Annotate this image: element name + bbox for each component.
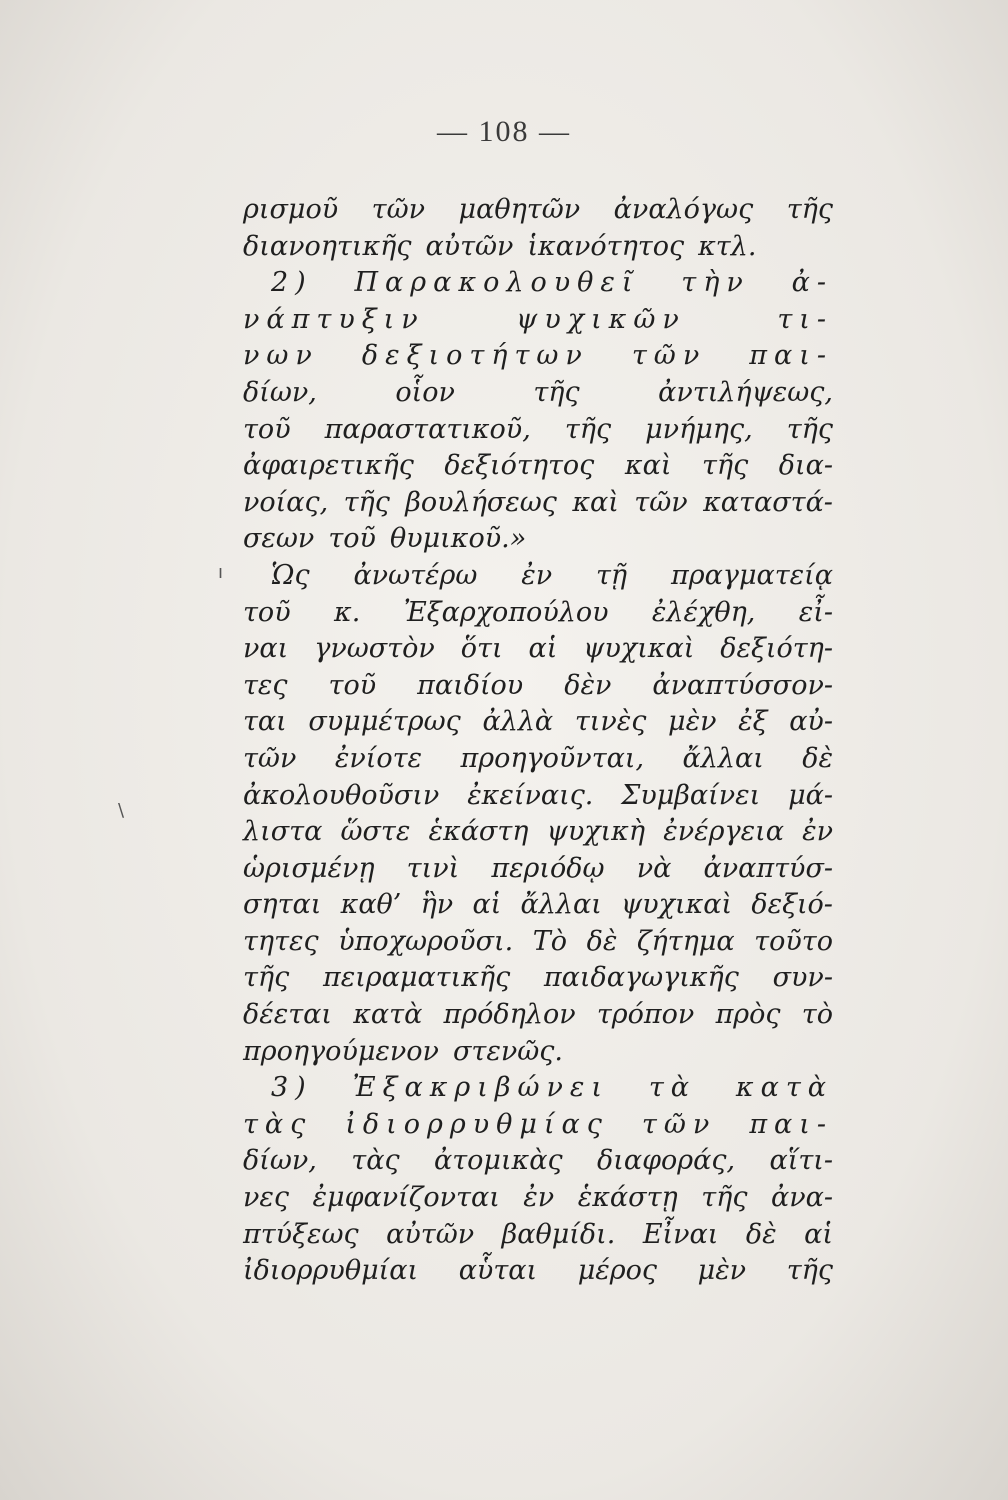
word: ἐμφανίζονται	[312, 1182, 500, 1214]
word: ὑποχωροῦσι.	[338, 925, 514, 957]
word: εἶ-	[798, 596, 833, 628]
word: Συμβαίνει	[621, 779, 761, 811]
word: τῆς	[786, 194, 833, 225]
word: τοῦ	[328, 669, 377, 701]
word: τῶν	[371, 194, 426, 225]
word: τι-	[777, 303, 833, 335]
word: γνωστὸν	[314, 633, 435, 665]
text-line	[243, 1107, 833, 1144]
word: ἐν	[521, 559, 553, 591]
word: μὲν	[697, 1255, 747, 1287]
word: δια-	[778, 450, 833, 482]
word: ἱκανότητος	[527, 230, 685, 262]
word: ὅτι	[460, 633, 503, 665]
word: ψυχικὴ	[546, 816, 646, 848]
word: συν-	[772, 962, 833, 994]
text-line	[243, 887, 833, 924]
text-line	[243, 1217, 833, 1254]
word: δεξιότη-	[720, 633, 833, 665]
text-line	[243, 741, 833, 778]
text-line	[243, 631, 833, 668]
word: ται	[243, 706, 287, 738]
word: τῆς	[564, 413, 612, 445]
word: ἀτομικὰς	[434, 1145, 563, 1177]
word: ψυχικῶν	[516, 303, 686, 335]
word: Ἐξακριβώνει	[352, 1072, 609, 1104]
word: τινὶ	[406, 852, 460, 884]
text-line	[243, 265, 833, 302]
word: νὰ	[636, 852, 672, 884]
word: ἐν	[523, 1182, 555, 1214]
word: σεων	[243, 523, 315, 555]
word: τοῦ	[328, 523, 376, 555]
word: ζήτημα	[636, 925, 735, 957]
word: ἀνωτέρω	[353, 559, 478, 591]
text-line	[243, 192, 833, 229]
word: κτλ.	[698, 230, 757, 262]
word: ὡρισμένῃ	[243, 852, 375, 884]
text-line	[243, 448, 833, 485]
word: καὶ	[624, 450, 672, 482]
word: αἱ	[472, 889, 502, 921]
word: δὲ	[586, 925, 618, 957]
word: τὸ	[801, 999, 833, 1031]
word: τῆς	[243, 962, 290, 994]
text-line	[243, 485, 833, 522]
word: ἐλέχθη,	[651, 596, 756, 628]
word: δὲν	[564, 669, 612, 701]
text-line	[243, 302, 833, 339]
word: πρὸς	[715, 999, 781, 1031]
word: παι-	[749, 1108, 833, 1140]
word: οἷον	[395, 376, 455, 408]
word: τρόπον	[596, 999, 695, 1031]
word: κ.	[334, 596, 361, 628]
word: μὲν	[668, 706, 717, 738]
word: μά-	[788, 779, 833, 811]
word: 2)	[271, 267, 313, 299]
word: δὲ	[745, 1218, 777, 1250]
word: τῆς	[343, 486, 390, 518]
word: τοῦ	[243, 413, 291, 445]
body-text	[243, 192, 833, 1290]
word: δεξιοτήτων	[361, 340, 589, 372]
text-line	[243, 1180, 833, 1217]
word: ἐνέργεια	[663, 816, 784, 848]
word: Εἶναι	[642, 1218, 719, 1250]
text-line	[243, 338, 833, 375]
word: τῆς	[701, 1182, 748, 1214]
word: δὲ	[802, 742, 833, 774]
word: πρόδηλον	[443, 999, 576, 1031]
word: τῇ	[596, 559, 628, 591]
word: θυμικοῦ.»	[389, 523, 527, 555]
word: δέεται	[243, 999, 332, 1031]
word: αὗται	[458, 1255, 538, 1287]
word: πειραματικῆς	[322, 962, 511, 994]
word: ἄλλαι	[520, 889, 602, 921]
word: νάπτυξιν	[243, 303, 425, 335]
word: τῶν	[641, 1108, 717, 1140]
word: συμμέτρως	[308, 706, 461, 738]
word: τῆς	[533, 376, 580, 408]
word: ἀνα-	[770, 1182, 833, 1214]
word: Ἐξαρχοπούλου	[403, 596, 609, 628]
word: δεξιό-	[751, 889, 833, 921]
word: κατὰ	[735, 1072, 833, 1104]
word: βουλήσεως	[405, 486, 557, 518]
word: ἣν	[420, 889, 454, 921]
word: τῆς	[786, 413, 833, 445]
word: αἱ	[804, 1218, 833, 1250]
word: αἵτι-	[769, 1145, 833, 1177]
word: κατὰ	[353, 999, 423, 1031]
text-line	[243, 924, 833, 961]
word: ἀκολουθοῦσιν	[243, 779, 440, 811]
text-line	[243, 778, 833, 815]
word: ἀ-	[791, 267, 833, 299]
word: 3)	[271, 1072, 313, 1104]
word: ψυχικαὶ	[621, 889, 733, 921]
word: αἱ	[528, 633, 558, 665]
word: τῶν	[634, 486, 688, 518]
word: τῆς	[786, 1255, 833, 1287]
word: ἀναπτύσσον-	[652, 669, 833, 701]
text-line	[243, 558, 833, 595]
text-line	[243, 1034, 833, 1071]
word: παιδίου	[417, 669, 524, 701]
word: αὐτῶν	[386, 1218, 475, 1250]
word: τῶν	[243, 742, 297, 774]
word: ναι	[243, 633, 289, 665]
word: αὐτῶν	[425, 230, 514, 262]
word: τῶν	[631, 340, 707, 372]
text-line	[243, 704, 833, 741]
word: τὰς	[243, 1108, 313, 1140]
text-line	[243, 851, 833, 888]
word: ἐνίοτε	[334, 742, 422, 774]
text-line	[243, 595, 833, 632]
text-line	[243, 1253, 833, 1290]
text-line	[243, 997, 833, 1034]
word: τὰς	[351, 1145, 400, 1177]
word: στενῶς.	[452, 1035, 563, 1067]
word: παι-	[749, 340, 833, 372]
word: ἐν	[802, 816, 833, 848]
word: μέρος	[577, 1255, 658, 1287]
text-line	[243, 375, 833, 412]
text-line	[243, 521, 833, 558]
word: ἀναλόγως	[613, 194, 754, 225]
word: παιδαγωγικῆς	[543, 962, 739, 994]
word: δεξιότητος	[444, 450, 595, 482]
word: προηγούμενον	[243, 1035, 439, 1067]
word: ψυχικαὶ	[583, 633, 695, 665]
text-line	[243, 814, 833, 851]
word: αὐ-	[789, 706, 833, 738]
word: τὰ	[648, 1072, 697, 1104]
text-line	[243, 1070, 833, 1107]
word: τοῦ	[243, 596, 291, 628]
word: μνήμης,	[645, 413, 753, 445]
word: ἀλλὰ	[482, 706, 554, 738]
word: διαφοράς,	[597, 1145, 736, 1177]
word: λιστα	[243, 816, 323, 848]
word: τοῦτο	[754, 925, 833, 957]
word: διανοητικῆς	[243, 230, 412, 262]
margin-mark: ı	[218, 562, 224, 583]
word: καθ’	[340, 889, 402, 921]
word: προηγοῦνται,	[460, 742, 645, 774]
word: τινὲς	[574, 706, 647, 738]
word: ἀναπτύσ-	[703, 852, 833, 884]
word: ἰδιορρυθμίας	[345, 1108, 609, 1140]
word: ἀφαιρετικῆς	[243, 450, 414, 482]
text-line	[243, 1143, 833, 1180]
word: καταστά-	[703, 486, 833, 518]
word: νες	[243, 1182, 290, 1214]
word: πραγματείᾳ	[670, 559, 833, 591]
word: τητες	[243, 925, 319, 957]
word: βαθμίδι.	[501, 1218, 616, 1250]
word: ἑκάστη	[428, 816, 529, 848]
text-line	[243, 668, 833, 705]
word: Τὸ	[532, 925, 567, 957]
word: πτύξεως	[243, 1218, 359, 1250]
word: ἐξ	[738, 706, 768, 738]
word: παραστατικοῦ,	[324, 413, 531, 445]
word: Ὡς	[271, 559, 310, 591]
word: ἐκείναις.	[467, 779, 594, 811]
word: μαθητῶν	[458, 194, 581, 225]
page-number: — 108 —	[437, 115, 571, 148]
text-line	[243, 960, 833, 997]
word: Παρακολουθεῖ	[354, 267, 640, 299]
word: ἰδιορρυθμίαι	[243, 1255, 419, 1287]
margin-mark: \	[118, 800, 125, 821]
word: νων	[243, 340, 319, 372]
text-line	[243, 412, 833, 449]
word: δίων,	[243, 376, 317, 408]
word: δίων,	[243, 1145, 317, 1177]
word: τῆς	[701, 450, 749, 482]
word: τες	[243, 669, 288, 701]
word: τὴν	[681, 267, 750, 299]
word: ἄλλαι	[682, 742, 764, 774]
word: ὥστε	[340, 816, 411, 848]
word: περιόδῳ	[491, 852, 605, 884]
word: νοίας,	[243, 486, 329, 518]
word: ἑκάστῃ	[577, 1182, 678, 1214]
word: σηται	[243, 889, 322, 921]
word: ρισμοῦ	[243, 194, 339, 225]
text-line	[243, 229, 833, 266]
word: καὶ	[572, 486, 619, 518]
word: ἀντιλήψεως,	[658, 376, 833, 408]
